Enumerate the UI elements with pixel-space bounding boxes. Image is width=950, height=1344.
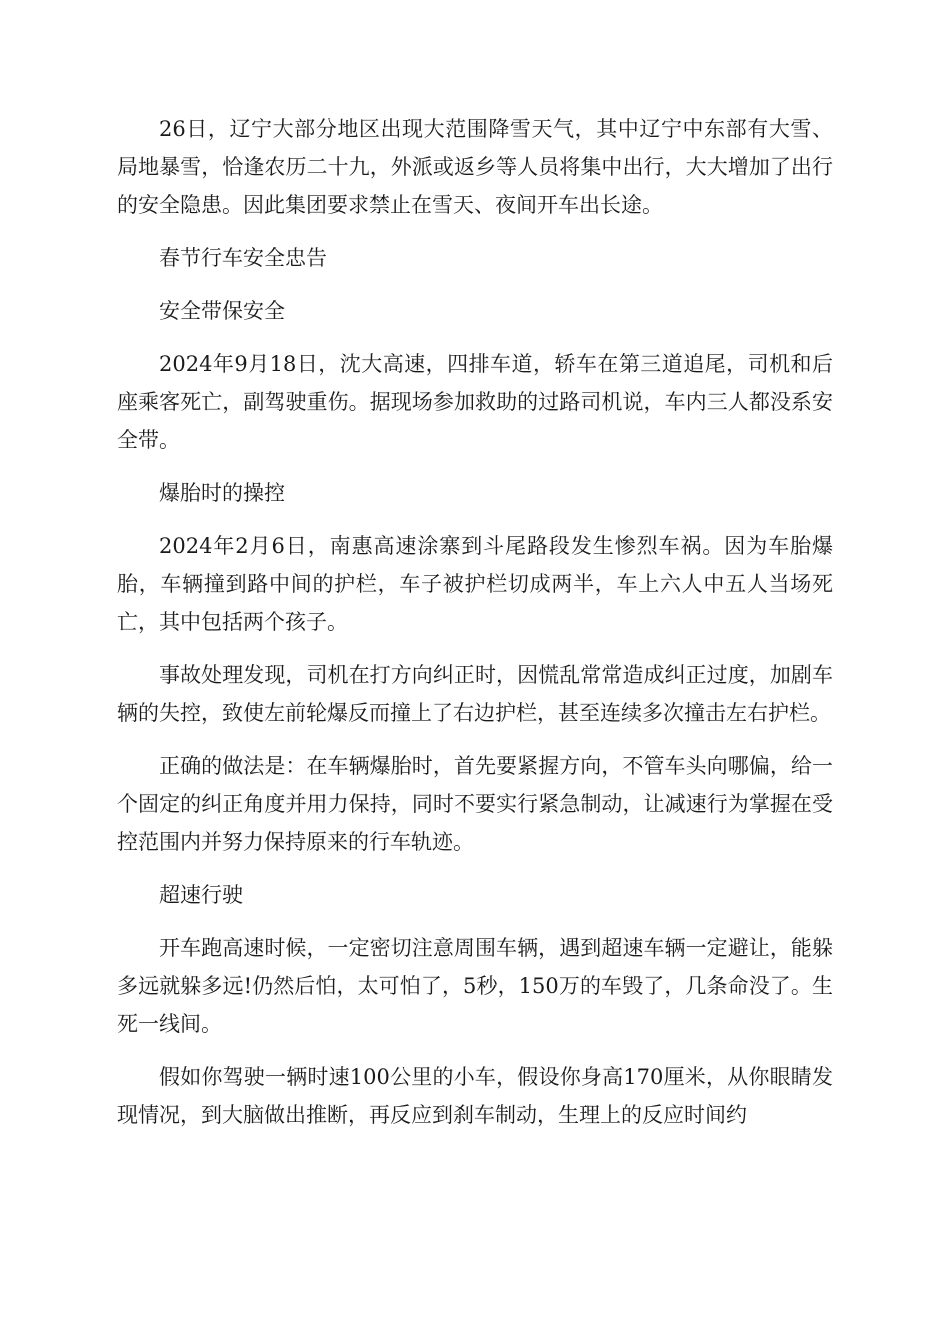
- heading-spring-festival-safety: 春节行车安全忠告: [159, 246, 327, 270]
- paragraph-correct-method: 正确的做法是：在车辆爆胎时，首先要紧握方向，不管车头向哪偏，给一个固定的纠正角度并用力保持，同时不要实行紧急制动，让减速行为掌握在受控范围内并努力保持原来的行车轨迹。: [117, 754, 833, 854]
- paragraph-accident-analysis: 事故处理发现，司机在打方向纠正时，因慌乱常常造成纠正过度，加剧车辆的失控，致使左前轮爆反而撞上了右边护栏，甚至连续多次撞击左右护栏。: [117, 663, 833, 725]
- document-page: [117, 110, 833, 1149]
- paragraph-reaction-time: 假如你驾驶一辆时速100公里的小车，假设你身高170厘米，从你眼睛发现情况，到大脑做出推断，再反应到刹车制动，生理上的反应时间约: [117, 1065, 833, 1127]
- paragraph-speeding-advice: 开车跑高速时候，一定密切注意周围车辆，遇到超速车辆一定避让，能躲多远就躲多远!仍然后怕，太可怕了，5秒，150万的车毁了，几条命没了。生死一线间。: [117, 936, 833, 1036]
- paragraph-seatbelt-accident: 2024年9月18日，沈大高速，四排车道，轿车在第三道追尾，司机和后座乘客死亡，副驾驶重伤。据现场参加救助的过路司机说，车内三人都没系安全带。: [117, 352, 833, 452]
- heading-speeding: 超速行驶: [159, 883, 243, 907]
- paragraph-blowout-accident: 2024年2月6日，南惠高速涂寨到斗尾路段发生惨烈车祸。因为车胎爆胎，车辆撞到路中间的护栏，车子被护栏切成两半，车上六人中五人当场死亡，其中包括两个孩子。: [117, 534, 833, 634]
- paragraph-snow-warning: 26日，辽宁大部分地区出现大范围降雪天气，其中辽宁中东部有大雪、局地暴雪，恰逢农历二十九，外派或返乡等人员将集中出行，大大增加了出行的安全隐患。因此集团要求禁止在雪天、夜间开车出长途。: [117, 117, 833, 217]
- heading-tire-blowout: 爆胎时的操控: [159, 481, 285, 505]
- heading-seatbelt: 安全带保安全: [159, 299, 285, 323]
